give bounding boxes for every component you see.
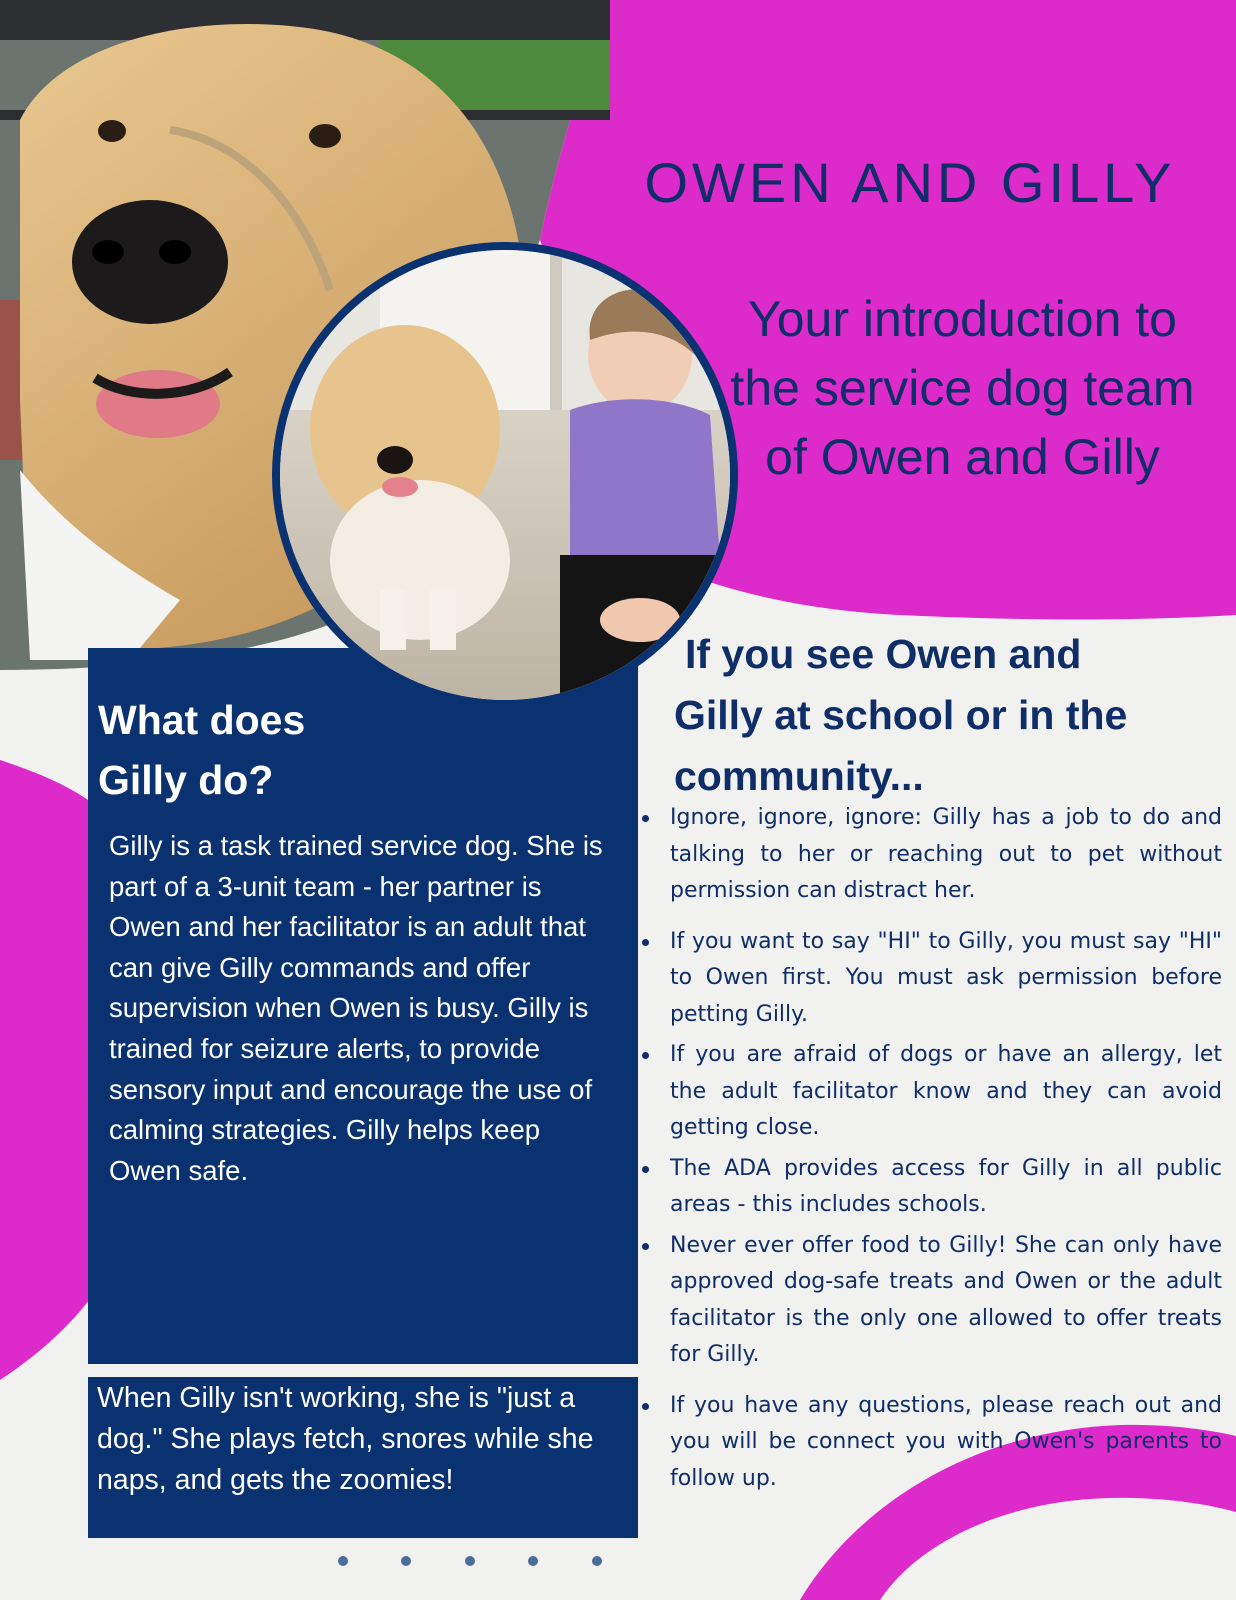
right-heading-line-2: Gilly at school or in the community... [674,692,1128,799]
bullet-icon [642,815,649,822]
bullet-icon [642,1243,649,1250]
bullet-icon [642,939,649,946]
right-section-heading [674,624,1225,807]
page-title: OWEN AND GILLY [644,151,1176,214]
left-section-body: Gilly is a task trained service dog. She is part of a 3-unit team - her partner is Owen and her facilitator is an adult that can give Gilly commands and offer supervision when Owen is busy. Gilly is trained for seizure alerts, to provide sensory input and encourage the use of calming strategies. Gilly helps keep Owen safe. [109,830,603,1186]
bullet-icon [642,1166,649,1173]
page-subtitle: Your introduction to the service dog team of Owen and Gilly [730,291,1195,485]
right-heading-line-1: If you see Owen and [685,631,1082,677]
etiquette-list [640,800,1222,1497]
owen-and-gilly-sitting-photo [270,240,740,710]
list-item: If you want to say "HI" to Gilly, you must say "HI" to Owen first. You must ask permission before petting Gilly. [640,924,1222,1034]
list-item: If you are afraid of dogs or have an allergy, let the adult facilitator know and they can avoid getting close. [640,1037,1222,1147]
page-dot [338,1556,348,1566]
list-item: If you have any questions, please reach out and you will be connect you with Owen's parents to follow up. [640,1388,1222,1498]
list-item: The ADA provides access for Gilly in all public areas - this includes schools. [640,1151,1222,1224]
left-section-heading [98,690,518,810]
list-item: Never ever offer food to Gilly! She can only have approved dog-safe treats and Owen or the adult facilitator is the only one allowed to offer treats for Gilly. [640,1228,1222,1374]
left-heading-line-1: What does [98,697,306,743]
list-item: Ignore, ignore, ignore: Gilly has a job to do and talking to her or reaching out to pet without permission can distract her. [640,800,1222,910]
left-heading-line-2: Gilly do? [98,757,274,803]
page-dot [465,1556,475,1566]
page-dot [401,1556,411,1566]
bullet-icon [642,1403,649,1410]
page-dot [592,1556,602,1566]
page-dot [528,1556,538,1566]
off-duty-description: When Gilly isn't working, she is "just a dog." She plays fetch, snores while she naps, and gets the zoomies! [97,1382,594,1496]
bullet-icon [642,1052,649,1059]
